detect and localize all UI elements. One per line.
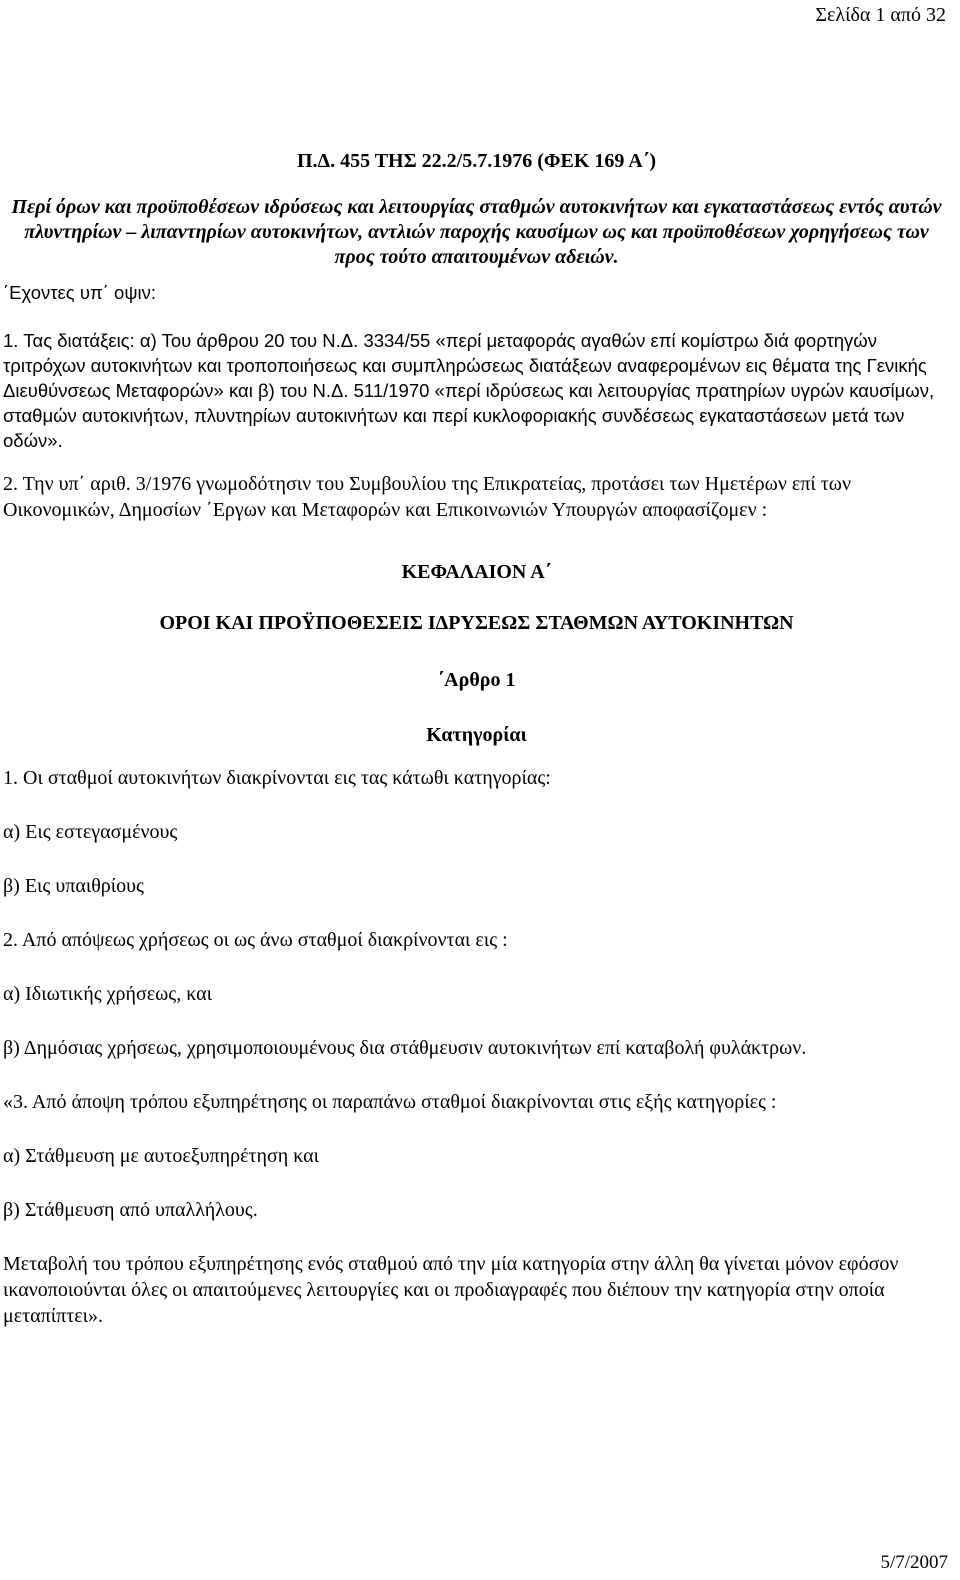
paragraph-1-body: 3334/55 «περί μεταφοράς αγαθών επί κομίστρω διά φορτηγών τριτρόχων αυτοκινήτων και τροποποιήσεως και συμπληρώσεως διατάξεων αναφερομένων εις θέματα της Γενικής Διευθύνσεως Μεταφορών» και β) του Ν.Δ. 511/1970 «περί ιδρύσεως και λειτουργίας πρατηρίων υγρών καυσίμων, σταθμών αυτοκινήτων, πλυντηρίων αυτοκινήτων και περί κυκλοφοριακής συνδέσεως εγκαταστάσεων μετά των οδών». (3, 330, 935, 451)
document-subtitle: Περί όρων και προϋποθέσεων ιδρύσεως και λειτουργίας σταθμών αυτοκινήτων και εγκαταστάσεως εντός αυτών πλυντηρίων – λιπαντηρίων αυτοκινήτων, αντλιών παροχής καυσίμων ως και προϋποθέσεων χορηγήσεως των προς τούτο απαιτουμένων αδειών. (11, 196, 942, 268)
list-item: «3. Από άποψη τρόπου εξυπηρέτησης οι παραπάνω σταθμοί διακρίνονται στις εξής κατηγορίες : (3, 1091, 777, 1113)
list-item: α) Εις εστεγασμένους (3, 821, 178, 843)
paragraph-2-lead: 2. Την υπ΄ αριθ. (3, 473, 131, 495)
document-title: Π.Δ. 455 ΤΗΣ 22.2/5.7.1976 (ΦΕΚ 169 Α΄) (296, 150, 657, 172)
paragraph-2 (3, 471, 950, 523)
section-heading: ΟΡΟΙ ΚΑΙ ΠΡΟΫΠΟΘΕΣΕΙΣ ΙΔΡΥΣΕΩΣ ΣΤΑΘΜΩΝ ΑΥΤΟΚΙΝΗΤΩΝ (159, 612, 794, 634)
chapter-heading: ΚΕΦΑΛΑΙΟΝ Α΄ (401, 561, 552, 583)
list-item: 2. Από απόψεως χρήσεως οι ως άνω σταθμοί διακρίνονται εις : (3, 929, 508, 951)
document-body (3, 150, 950, 1329)
closing-paragraph: Μεταβολή του τρόπου εξυπηρέτησης ενός σταθμού από την μία κατηγορία στην άλλη θα γίνεται μόνον εφόσον ικανοποιούνται όλες οι απαιτούμενες λειτουργίες και οι προδιαγραφές που διέπουν την κατηγορία στην οποία μεταπίπτει». (3, 1253, 899, 1327)
list-item: β) Στάθμευση από υπαλλήλους. (3, 1199, 258, 1221)
list-item: α) Ιδιωτικής χρήσεως, και (3, 983, 212, 1005)
paragraph-2-body: 3/1976 γνωμοδότησιν του Συμβουλίου της Επικρατείας, προτάσει των Ημετέρων επί των Οικονομικών, Δημοσίων ΄Εργων και Μεταφορών και Επικοινωνιών Υπουργών αποφασίζομεν : (3, 473, 851, 521)
paragraph-1-lead: 1. Τας διατάξεις: α) Του άρθρου 20 του Ν.Δ. (3, 330, 359, 351)
list-item: β) Δημόσιας χρήσεως, χρησιμοποιουμένους δια στάθμευσιν αυτοκινήτων επί καταβολή φυλάκτρων. (3, 1037, 807, 1059)
list-item: 1. Οι σταθμοί αυτοκινήτων διακρίνονται εις τας κάτωθι κατηγορίας: (3, 767, 551, 789)
article-subject: Κατηγορίαι (426, 724, 527, 746)
page-number: Σελίδα 1 από 32 (815, 4, 946, 26)
paragraph-1 (3, 328, 950, 453)
page-date: 5/7/2007 (880, 1552, 948, 1573)
article-heading: ΄Αρθρο 1 (437, 669, 516, 691)
having-regard-line: ΄Εχοντες υπ΄ οψιν: (3, 282, 157, 303)
list-item: α) Στάθμευση με αυτοεξυπηρέτηση και (3, 1145, 319, 1167)
list-item: β) Εις υπαιθρίους (3, 875, 144, 897)
